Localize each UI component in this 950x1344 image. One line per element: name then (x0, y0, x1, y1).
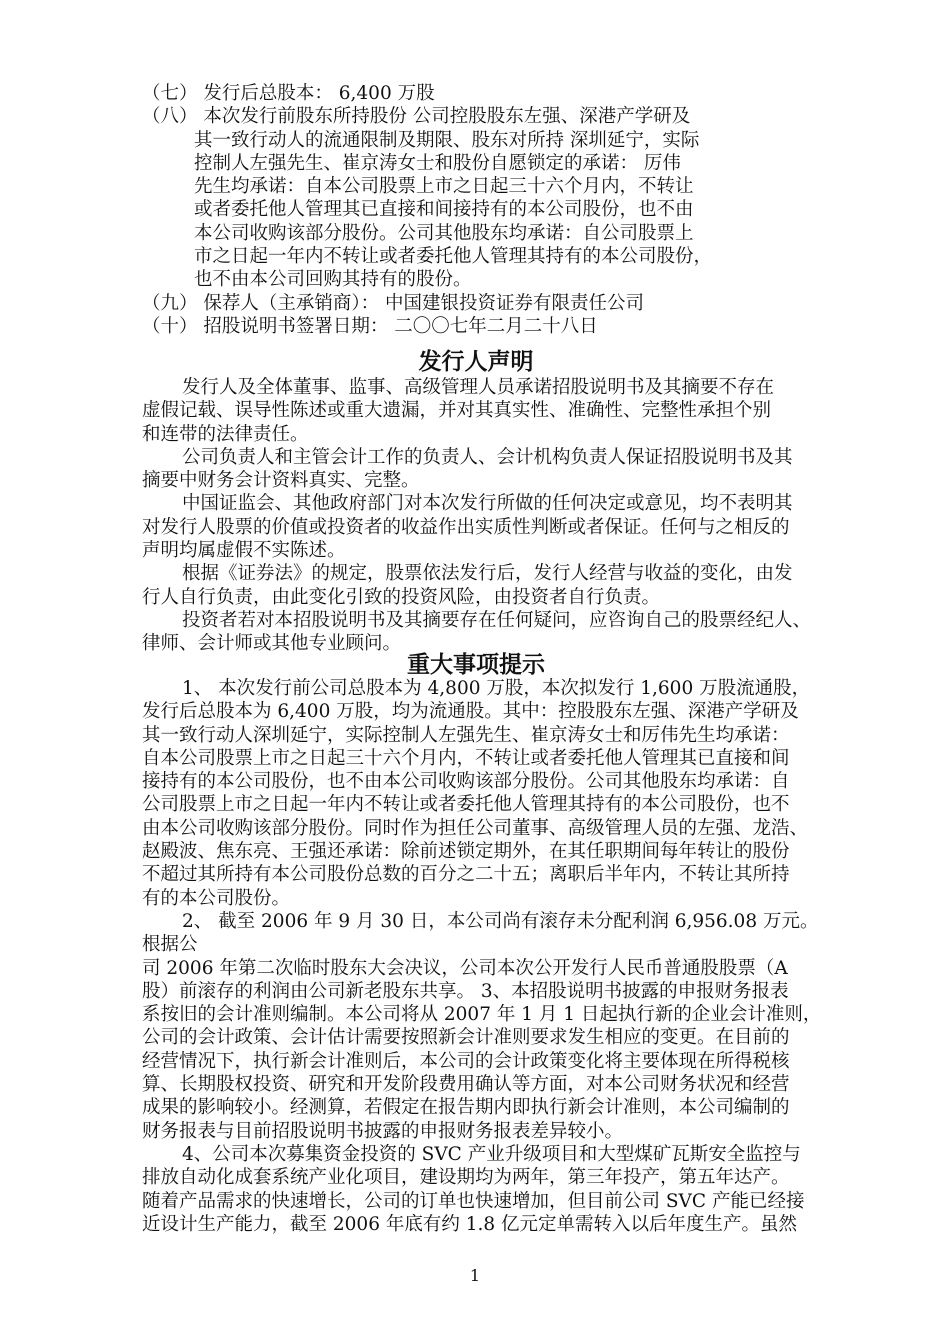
text-line: 律师、会计师或其他专业顾问。 (142, 633, 402, 655)
text-line: 股）前滚存的利润由公司新老股东共享。 3、本招股说明书披露的申报财务报表 (142, 980, 789, 1002)
text-line: 成果的影响较小。经测算，若假定在报告期内即执行新会计准则，本公司编制的 (142, 1097, 790, 1119)
text-line: 摘要中财务会计资料真实、完整。 (142, 470, 420, 492)
text-line: 发行后总股本为 6,400 万股，均为流通股。其中：控股股东左强、深港产学研及 (142, 701, 799, 723)
text-line: 发行人及全体董事、监事、高级管理人员承诺招股说明书及其摘要不存在 (182, 377, 775, 398)
text-line: 声明均属虚假不实陈述。 (142, 540, 346, 562)
notice-body (142, 677, 822, 1236)
text-line: 赵殿波、焦东亮、王强还承诺：除前述锁定期外，在其任职期间每年转让的股份 (142, 841, 790, 863)
text-line: 不超过其所持有本公司股份总数的百分之二十五；离职后半年内，不转让其所持 (142, 864, 790, 886)
declaration-body (142, 376, 810, 656)
text-line: 虚假记载、误导性陈述或重大遗漏，并对其真实性、准确性、完整性承担个别 (142, 400, 772, 422)
text-line: 司 2006 年第二次临时股东大会决议，公司本次公开发行人民币普通股股票（A (142, 957, 788, 979)
text-line: 也不由本公司回购其持有的股份。 (194, 269, 472, 291)
text-line: 近设计生产能力，截至 2006 年底有约 1.8 亿元定单需转入以后年度生产。虽然 (142, 1213, 798, 1235)
text-line: 排放自动化成套系统产业化项目，建设期均为两年，第三年投产，第五年达产。 (142, 1167, 790, 1189)
text-line: 本公司收购该部分股份。公司其他股东均承诺：自公司股票上 (194, 222, 694, 244)
text-line: （八） 本次发行前股东所持股份 公司控股股东左强、深港产学研及 (142, 106, 691, 128)
text-line: （十） 招股说明书签署日期： 二〇〇七年二月二十八日 (142, 315, 598, 337)
text-line: 2、 截至 2006 年 9 月 30 日，本公司尚有滚存未分配利润 6,956.08 万元。 (182, 910, 819, 932)
text-line: 其一致行动人深圳延宁，实际控制人左强先生、崔京涛女士和厉伟先生均承诺： (142, 724, 790, 746)
notice-title: 重大事项提示 (407, 652, 545, 678)
text-line: 根据公 (142, 934, 198, 956)
text-line: 市之日起一年内不转让或者委托他人管理其持有的本公司股份， (194, 246, 713, 268)
text-line: 投资者若对本招股说明书及其摘要存在任何疑问，应咨询自己的股票经纪人、 (182, 609, 812, 631)
text-line: 1、 本次发行前公司总股本为 4,800 万股，本次拟发行 1,600 万股流通股， (182, 678, 811, 699)
text-line: 有的本公司股份。 (142, 887, 291, 909)
page-number: 1 (469, 1266, 481, 1285)
text-line: （七） 发行后总股本： 6,400 万股 (142, 83, 435, 104)
text-line: 公司股票上市之日起一年内不转让或者委托他人管理其持有的本公司股份，也不 (142, 794, 790, 816)
text-line: 中国证监会、其他政府部门对本次发行所做的任何决定或意见，均不表明其 (182, 493, 793, 515)
text-line: 公司负责人和主管会计工作的负责人、会计机构负责人保证招股说明书及其 (182, 446, 793, 468)
text-line: 接持有的本公司股份，也不由本公司收购该部分股份。公司其他股东均承诺：自 (142, 771, 790, 793)
text-line: （九） 保荐人（主承销商）： 中国建银投资证券有限责任公司 (142, 292, 645, 314)
text-line: 算、长期股权投资、研究和开发阶段费用确认等方面，对本公司财务状况和经营 (142, 1074, 790, 1096)
text-line: 公司的会计政策、会计估计需要按照新会计准则要求发生相应的变更。在目前的 (142, 1027, 790, 1049)
text-line: 其一致行动人的流通限制及期限、股东对所持 深圳延宁，实际 (194, 129, 700, 151)
text-line: 或者委托他人管理其已直接和间接持有的本公司股份，也不由 (194, 199, 694, 221)
text-line: 4、公司本次募集资金投资的 SVC 产业升级项目和大型煤矿瓦斯安全监控与 (182, 1143, 801, 1165)
offering-items (142, 82, 810, 338)
text-line: 系按旧的会计准则编制。本公司将从 2007 年 1 月 1 日起执行新的企业会计准则， (142, 1004, 822, 1026)
text-line: 经营情况下，执行新会计准则后，本公司的会计政策变化将主要体现在所得税核 (142, 1050, 790, 1072)
text-line: 自本公司股票上市之日起三十六个月内，不转让或者委托他人管理其已直接和间 (142, 747, 790, 769)
text-line: 控制人左强先生、崔京涛女士和股份自愿锁定的承诺： 厉伟 (194, 152, 681, 174)
text-line: 由本公司收购该部分股份。同时作为担任公司董事、高级管理人员的左强、龙浩、 (142, 817, 809, 839)
declaration-title: 发行人声明 (418, 349, 534, 375)
text-line: 先生均承诺：自本公司股票上市之日起三十六个月内，不转让 (194, 176, 694, 198)
text-line: 财务报表与目前招股说明书披露的申报财务报表差异较小。 (142, 1120, 624, 1142)
text-line: 和连带的法律责任。 (142, 423, 309, 445)
text-line: 根据《证券法》的规定，股票依法发行后，发行人经营与收益的变化，由发 (182, 563, 793, 585)
text-line: 随着产品需求的快速增长，公司的订单也快速增加，但目前公司 SVC 产能已经接 (142, 1190, 805, 1212)
text-line: 行人自行负责，由此变化引致的投资风险，由投资者自行负责。 (142, 586, 661, 608)
text-line: 对发行人股票的价值或投资者的收益作出实质性判断或者保证。任何与之相反的 (142, 516, 790, 538)
